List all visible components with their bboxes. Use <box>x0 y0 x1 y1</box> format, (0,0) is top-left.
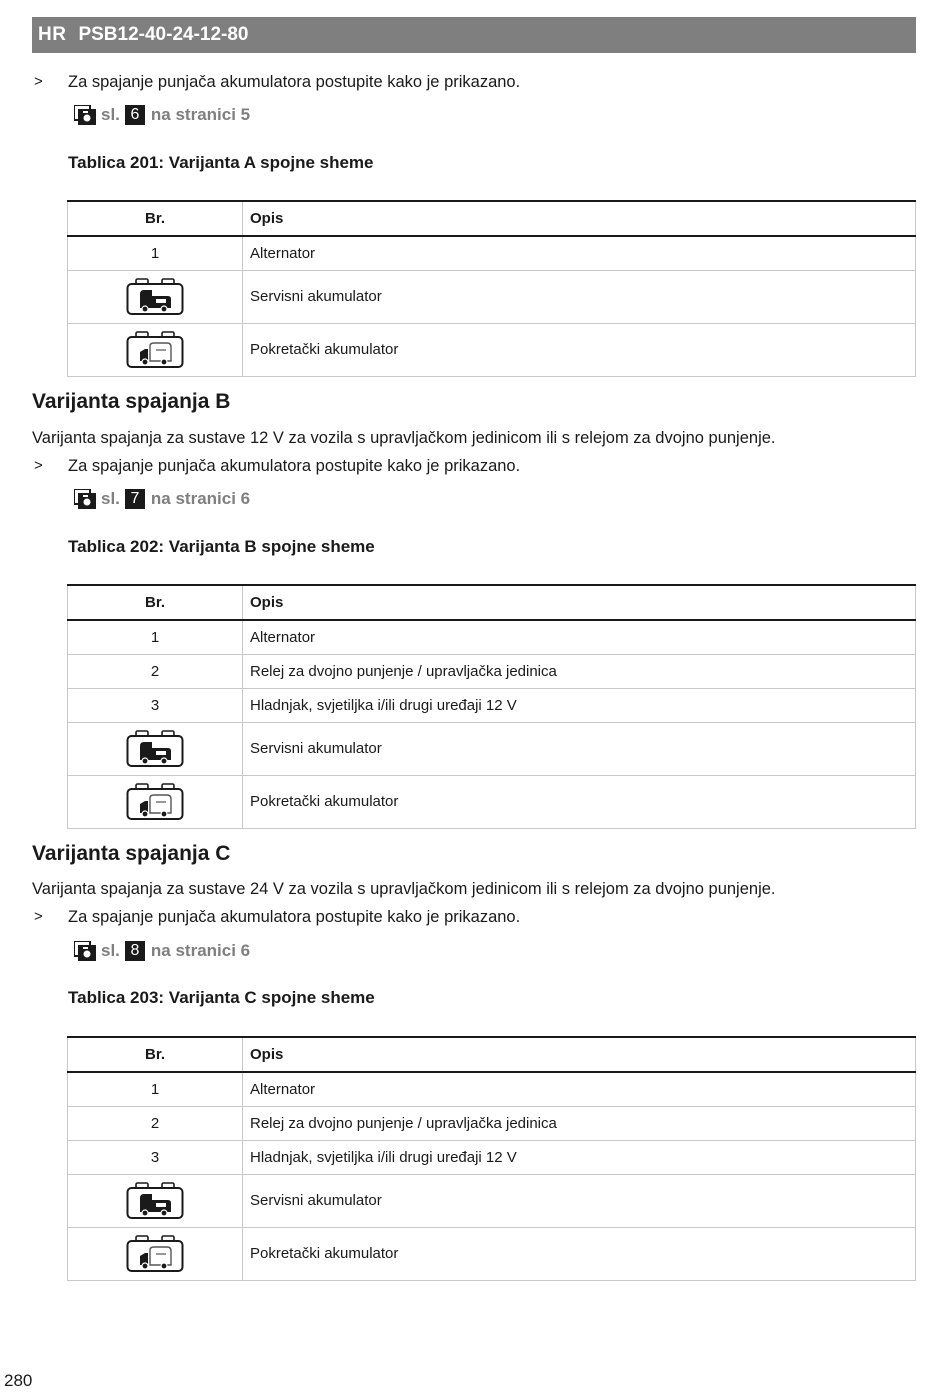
table-caption-a: Tablica 201: Varijanta A spojne sheme <box>68 153 374 172</box>
row-number: 3 <box>68 688 243 722</box>
table-row <box>68 1106 916 1140</box>
figure-page: na stranici 6 <box>150 941 251 960</box>
table-row <box>68 270 916 323</box>
service-battery-icon <box>126 278 184 316</box>
figure-reference-c[interactable] <box>74 940 250 962</box>
camera-icon <box>74 489 96 509</box>
instruction-text: Za spajanje punjača akumulatora postupite kako je prikazano. <box>68 908 521 926</box>
table-row <box>68 236 916 270</box>
section-heading-c: Varijanta spajanja C <box>32 842 231 865</box>
figure-reference-b[interactable] <box>74 488 250 510</box>
row-number: 3 <box>68 1140 243 1174</box>
figure-number: 8 <box>125 941 145 961</box>
column-header-description: Opis <box>243 585 916 620</box>
table-variant-a <box>67 200 916 377</box>
column-header-number: Br. <box>68 1037 243 1072</box>
page-number: 280 <box>4 1371 33 1390</box>
step-arrow-icon: > <box>34 457 43 474</box>
figure-prefix: sl. <box>101 105 120 124</box>
starter-battery-icon <box>126 1235 184 1273</box>
table-row <box>68 1174 916 1227</box>
instruction-step-c <box>32 907 520 927</box>
instruction-step-b <box>32 456 520 476</box>
table-row <box>68 1140 916 1174</box>
column-header-number: Br. <box>68 201 243 236</box>
column-header-description: Opis <box>243 1037 916 1072</box>
row-description: Alternator <box>243 1072 916 1106</box>
row-description: Relej za dvojno punjenje / upravljačka jedinica <box>243 654 916 688</box>
row-description: Servisni akumulator <box>243 722 916 775</box>
table-row <box>68 688 916 722</box>
service-battery-icon <box>126 1182 184 1220</box>
model-number: PSB12-40-24-12-80 <box>78 24 249 45</box>
camera-icon <box>74 941 96 961</box>
row-description: Hladnjak, svjetiljka i/ili drugi uređaji 12 V <box>243 1140 916 1174</box>
table-row <box>68 654 916 688</box>
figure-prefix: sl. <box>101 941 120 960</box>
row-icon-cell <box>68 323 243 376</box>
table-row <box>68 620 916 654</box>
section-intro-b: Varijanta spajanja za sustave 12 V za vozila s upravljačkom jedinicom ili s relejom za dvojno punjenje. <box>32 429 776 447</box>
table-row <box>68 775 916 828</box>
row-number: 1 <box>68 620 243 654</box>
table-variant-b <box>67 584 916 829</box>
step-arrow-icon: > <box>34 73 43 90</box>
row-number: 2 <box>68 1106 243 1140</box>
page-header <box>32 17 916 53</box>
instruction-step-a <box>32 72 520 92</box>
row-icon-cell <box>68 775 243 828</box>
figure-number: 6 <box>125 105 145 125</box>
row-description: Hladnjak, svjetiljka i/ili drugi uređaji 12 V <box>243 688 916 722</box>
row-number: 1 <box>68 236 243 270</box>
camera-icon <box>74 105 96 125</box>
figure-reference-a[interactable] <box>74 104 250 126</box>
figure-page: na stranici 5 <box>150 105 251 124</box>
row-icon-cell <box>68 270 243 323</box>
row-icon-cell <box>68 1227 243 1280</box>
starter-battery-icon <box>126 783 184 821</box>
figure-page: na stranici 6 <box>150 489 251 508</box>
section-intro-c: Varijanta spajanja za sustave 24 V za vozila s upravljačkom jedinicom ili s relejom za dvojno punjenje. <box>32 880 776 898</box>
table-caption-b: Tablica 202: Varijanta B spojne sheme <box>68 537 375 556</box>
row-number: 2 <box>68 654 243 688</box>
starter-battery-icon <box>126 331 184 369</box>
row-icon-cell <box>68 722 243 775</box>
table-caption-c: Tablica 203: Varijanta C spojne sheme <box>68 988 375 1007</box>
service-battery-icon <box>126 730 184 768</box>
row-description: Pokretački akumulator <box>243 775 916 828</box>
row-icon-cell <box>68 1174 243 1227</box>
instruction-text: Za spajanje punjača akumulatora postupite kako je prikazano. <box>68 457 521 475</box>
table-row <box>68 722 916 775</box>
figure-number: 7 <box>125 489 145 509</box>
table-row <box>68 1072 916 1106</box>
section-heading-b: Varijanta spajanja B <box>32 390 231 413</box>
row-description: Servisni akumulator <box>243 1174 916 1227</box>
row-description: Pokretački akumulator <box>243 1227 916 1280</box>
table-row <box>68 323 916 376</box>
step-arrow-icon: > <box>34 908 43 925</box>
instruction-text: Za spajanje punjača akumulatora postupite kako je prikazano. <box>68 73 521 91</box>
column-header-description: Opis <box>243 201 916 236</box>
row-number: 1 <box>68 1072 243 1106</box>
table-variant-c <box>67 1036 916 1281</box>
row-description: Servisni akumulator <box>243 270 916 323</box>
column-header-number: Br. <box>68 585 243 620</box>
row-description: Alternator <box>243 620 916 654</box>
language-code: HR <box>38 24 67 45</box>
row-description: Relej za dvojno punjenje / upravljačka jedinica <box>243 1106 916 1140</box>
row-description: Alternator <box>243 236 916 270</box>
table-row <box>68 1227 916 1280</box>
figure-prefix: sl. <box>101 489 120 508</box>
row-description: Pokretački akumulator <box>243 323 916 376</box>
